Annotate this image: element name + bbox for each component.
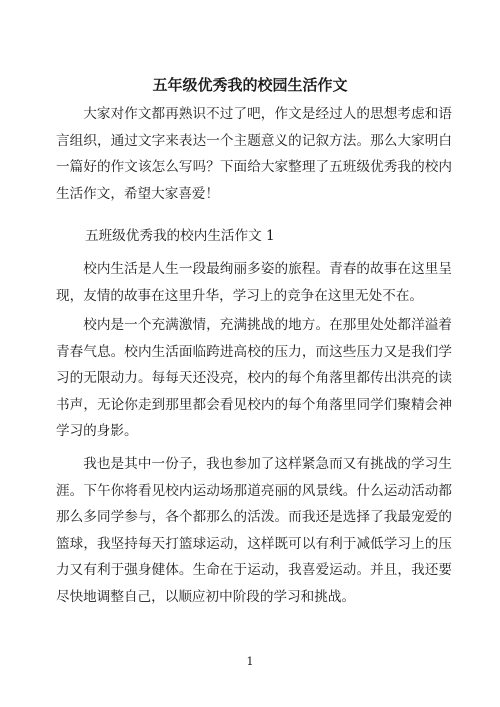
section-heading: 五班级优秀我的校内生活作文 1 [85,228,275,244]
body-paragraph-1: 校内生活是人生一段最绚丽多姿的旅程。青春的故事在这里呈现，友情的故事在这里升华，学习上的竞争在这里无处不在。 [56,261,452,304]
body-paragraph-2: 校内是一个充满激情，充满挑战的地方。在那里处处都洋溢着青春气息。校内生活面临跨进高校的压力，而这些压力又是我们学习的无限动力。每每天还没亮，校内的每个角落里都传出洪亮的读书声，无论你走到那里都会看见校内的每个角落里同学们聚精会神学习的身影。 [56,317,452,439]
document-title: 五年级优秀我的校园生活作文 [152,76,348,94]
body-paragraph-3: 我也是其中一份子，我也参加了这样紧急而又有挑战的学习生涯。下午你将看见校内运动场那道亮丽的风景线。什么运动活动都那么多同学参与，各个都那么的活泼。而我还是选择了我最宠爱的篮球，我坚持每天打篮球运动，这样既可以有利于减低学习上的压力又有利于强身健体。生命在于运动，我喜爱运动。并且，我还要尽快地调整自己，以顺应初中阶段的学习和挑战。 [56,456,452,605]
page-number: 1 [246,655,254,668]
intro-paragraph: 大家对作文都再熟识不过了吧，作文是经过人的思想考虑和语言组织，通过文字来表达一个主题意义的记叙方法。那么大家明白一篇好的作文该怎么写吗？下面给大家整理了五班级优秀我的校内生活作文，希望大家喜爱！ [56,106,452,202]
